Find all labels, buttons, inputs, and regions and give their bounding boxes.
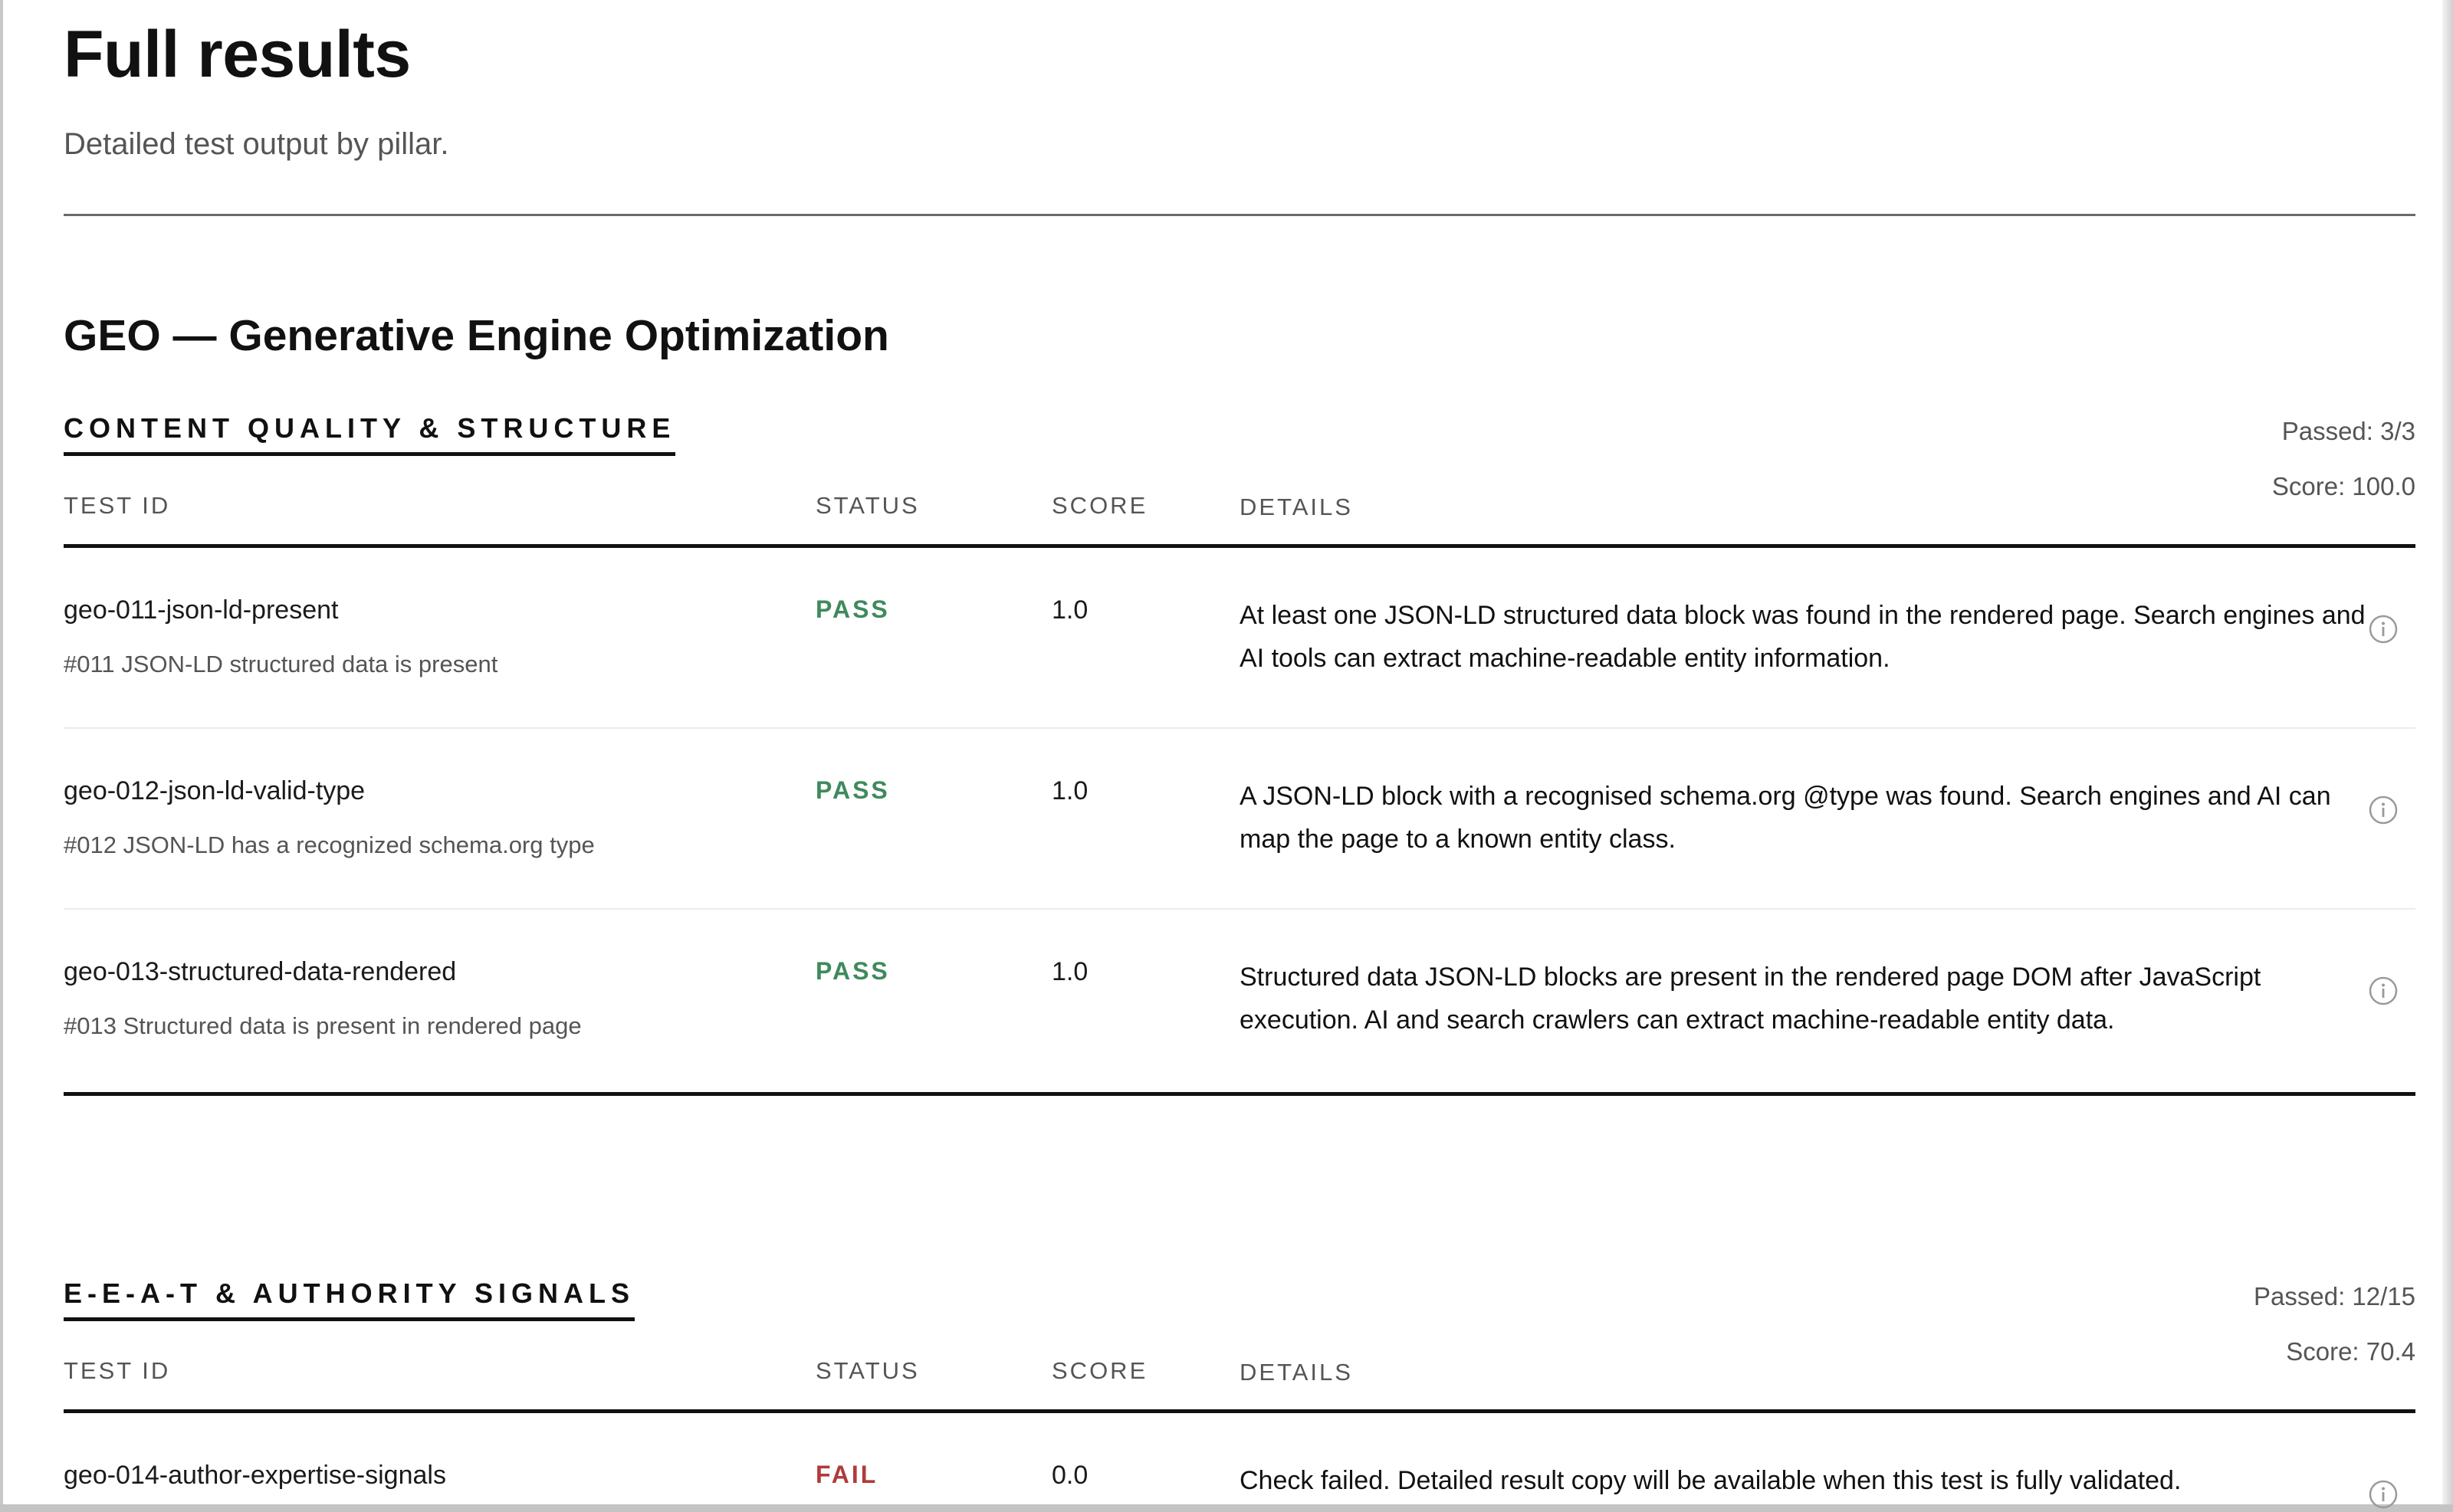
column-header-details[interactable]: DETAILS: [1240, 494, 1353, 520]
column-header-status[interactable]: STATUS: [816, 492, 920, 519]
test-description: #013 Structured data is present in rendered page: [64, 1012, 582, 1039]
section-title: E-E-A-T & AUTHORITY SIGNALS: [64, 1277, 635, 1321]
section-passed-count: Passed: 12/15: [2254, 1282, 2415, 1310]
section-score: Score: 70.4: [2286, 1337, 2415, 1366]
pillar-title: GEO — Generative Engine Optimization: [64, 311, 889, 360]
test-id: geo-014-author-expertise-signals: [64, 1461, 446, 1490]
test-score: 1.0: [1052, 776, 1089, 805]
table-row: [64, 729, 2415, 910]
info-circle-icon[interactable]: [2368, 614, 2399, 644]
header-divider: [64, 214, 2415, 216]
info-circle-icon[interactable]: [2368, 976, 2399, 1006]
test-details: At least one JSON-LD structured data block was found in the rendered page. Search engines and AI tools can extract machine-readable entity information.: [1240, 601, 2366, 673]
page-subtitle: Detailed test output by pillar.: [64, 127, 449, 161]
window-right-edge: [2442, 0, 2453, 1512]
info-circle-icon[interactable]: [2368, 795, 2399, 825]
test-description: #012 JSON-LD has a recognized schema.org type: [64, 831, 595, 858]
column-header-test-id[interactable]: TEST ID: [64, 1357, 171, 1384]
test-id: geo-012-json-ld-valid-type: [64, 776, 366, 805]
status-badge: PASS: [816, 595, 890, 623]
status-badge: PASS: [816, 776, 890, 804]
column-header-score[interactable]: SCORE: [1052, 1357, 1148, 1384]
test-id: geo-013-structured-data-rendered: [64, 957, 457, 986]
column-header-score[interactable]: SCORE: [1052, 492, 1148, 519]
test-score: 0.0: [1052, 1461, 1089, 1490]
table-bottom-rule: [64, 1092, 2415, 1096]
test-details: Structured data JSON-LD blocks are present in the rendered page DOM after JavaScript execution. AI and search crawlers can extract machine-readable entity data.: [1240, 963, 2261, 1035]
column-header-details[interactable]: DETAILS: [1240, 1359, 1353, 1386]
section-title: CONTENT QUALITY & STRUCTURE: [64, 412, 675, 456]
status-badge: PASS: [816, 957, 890, 985]
page-title: Full results: [64, 18, 411, 91]
test-id: geo-011-json-ld-present: [64, 595, 339, 625]
test-description: #011 JSON-LD structured data is present: [64, 651, 498, 677]
section-passed-count: Passed: 3/3: [2281, 417, 2415, 445]
section-score: Score: 100.0: [2271, 472, 2415, 500]
window-left-edge: [0, 0, 3, 1512]
info-circle-icon[interactable]: [2368, 1479, 2399, 1510]
test-details: A JSON-LD block with a recognised schema.org @type was found. Search engines and AI can map the page to a known entity class.: [1240, 782, 2331, 854]
column-header-test-id[interactable]: TEST ID: [64, 492, 171, 519]
table-row: [64, 910, 2415, 1091]
test-score: 1.0: [1052, 595, 1089, 625]
test-score: 1.0: [1052, 957, 1089, 986]
test-details: Check failed. Detailed result copy will be available when this test is fully validated.: [1240, 1466, 2182, 1495]
column-header-status[interactable]: STATUS: [816, 1357, 920, 1384]
table-row: [64, 1413, 2415, 1512]
table-row: [64, 548, 2415, 729]
status-badge: FAIL: [816, 1461, 878, 1488]
